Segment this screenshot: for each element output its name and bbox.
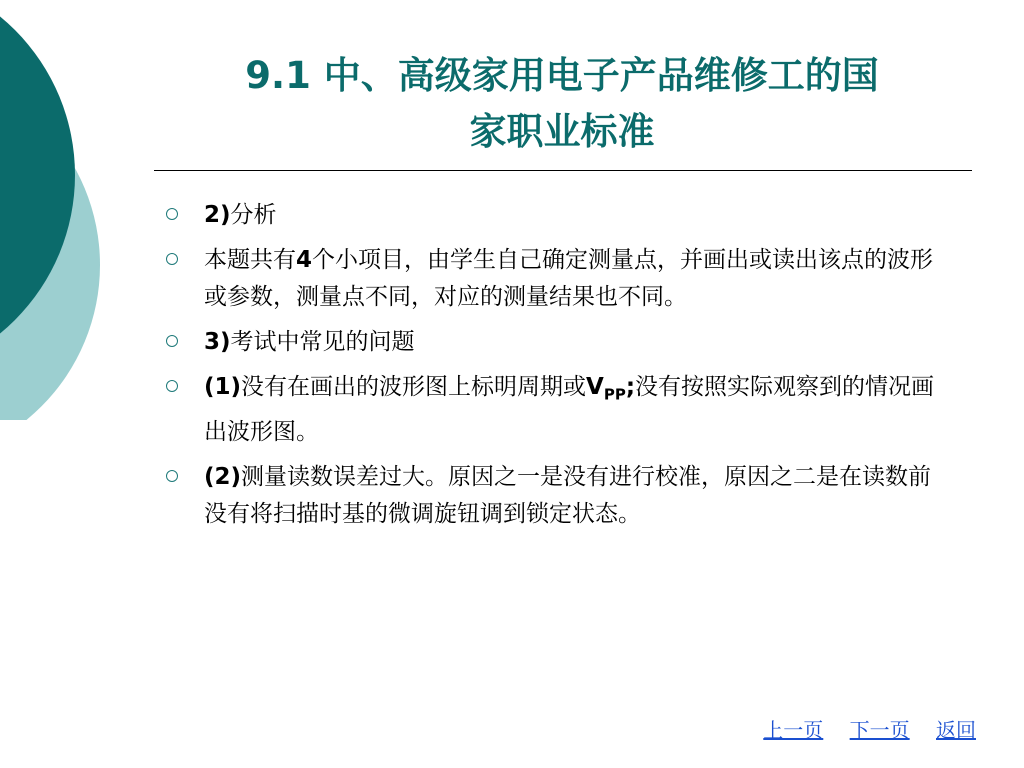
bullet-prefix: 2) <box>204 202 231 228</box>
bullet-prefix: (1) <box>204 374 242 400</box>
decorative-circles <box>0 0 110 420</box>
page-title <box>168 48 956 160</box>
bullet-item <box>164 197 954 234</box>
bullet-list <box>164 197 954 541</box>
circle-bullet-icon <box>166 335 178 347</box>
title-divider <box>154 170 972 171</box>
vpp-subscript: PP <box>603 385 626 404</box>
vpp-symbol: $V_{PP}$; <box>586 374 636 404</box>
bullet-item <box>164 369 954 451</box>
bullet-text: 考试中常见的问题 <box>230 329 415 355</box>
bullet-item <box>164 459 954 533</box>
bullet-prefix: 本题共有 <box>204 247 296 273</box>
bullet-text-continued: 没有按照实际观察到的情况画出波形图。 <box>204 374 935 445</box>
bullet-text: 个小项目，由学生自己确定测量点，并画出或读出该点的波形或参数，测量点不同，对应的测量结果也不同。 <box>204 247 934 310</box>
back-link[interactable]: 返回 <box>936 718 976 742</box>
bullet-text: 分析 <box>230 202 277 228</box>
footer-navigation <box>743 714 976 743</box>
bullet-text: 测量读数误差过大。原因之一是没有进行校准，原因之二是在读数前没有将扫描时基的微调旋钮调到锁定状态。 <box>204 463 932 527</box>
circle-bullet-icon <box>166 380 178 392</box>
bullet-item <box>164 242 954 316</box>
title-line-1: 9.1 中、高级家用电子产品维修工的国 <box>245 54 879 97</box>
bullet-item <box>164 324 954 361</box>
bullet-number: 4 <box>296 247 313 273</box>
bullet-prefix: (2) <box>204 463 242 490</box>
bullet-text: 没有在画出的波形图上标明周期或 <box>241 374 587 400</box>
circle-bullet-icon <box>166 470 178 482</box>
next-page-link[interactable]: 下一页 <box>849 718 910 742</box>
title-line-2: 家职业标准 <box>469 110 655 153</box>
prev-page-link[interactable]: 上一页 <box>763 718 824 742</box>
bullet-prefix: 3) <box>204 329 231 355</box>
circle-bullet-icon <box>166 253 178 265</box>
circle-bullet-icon <box>166 208 178 220</box>
